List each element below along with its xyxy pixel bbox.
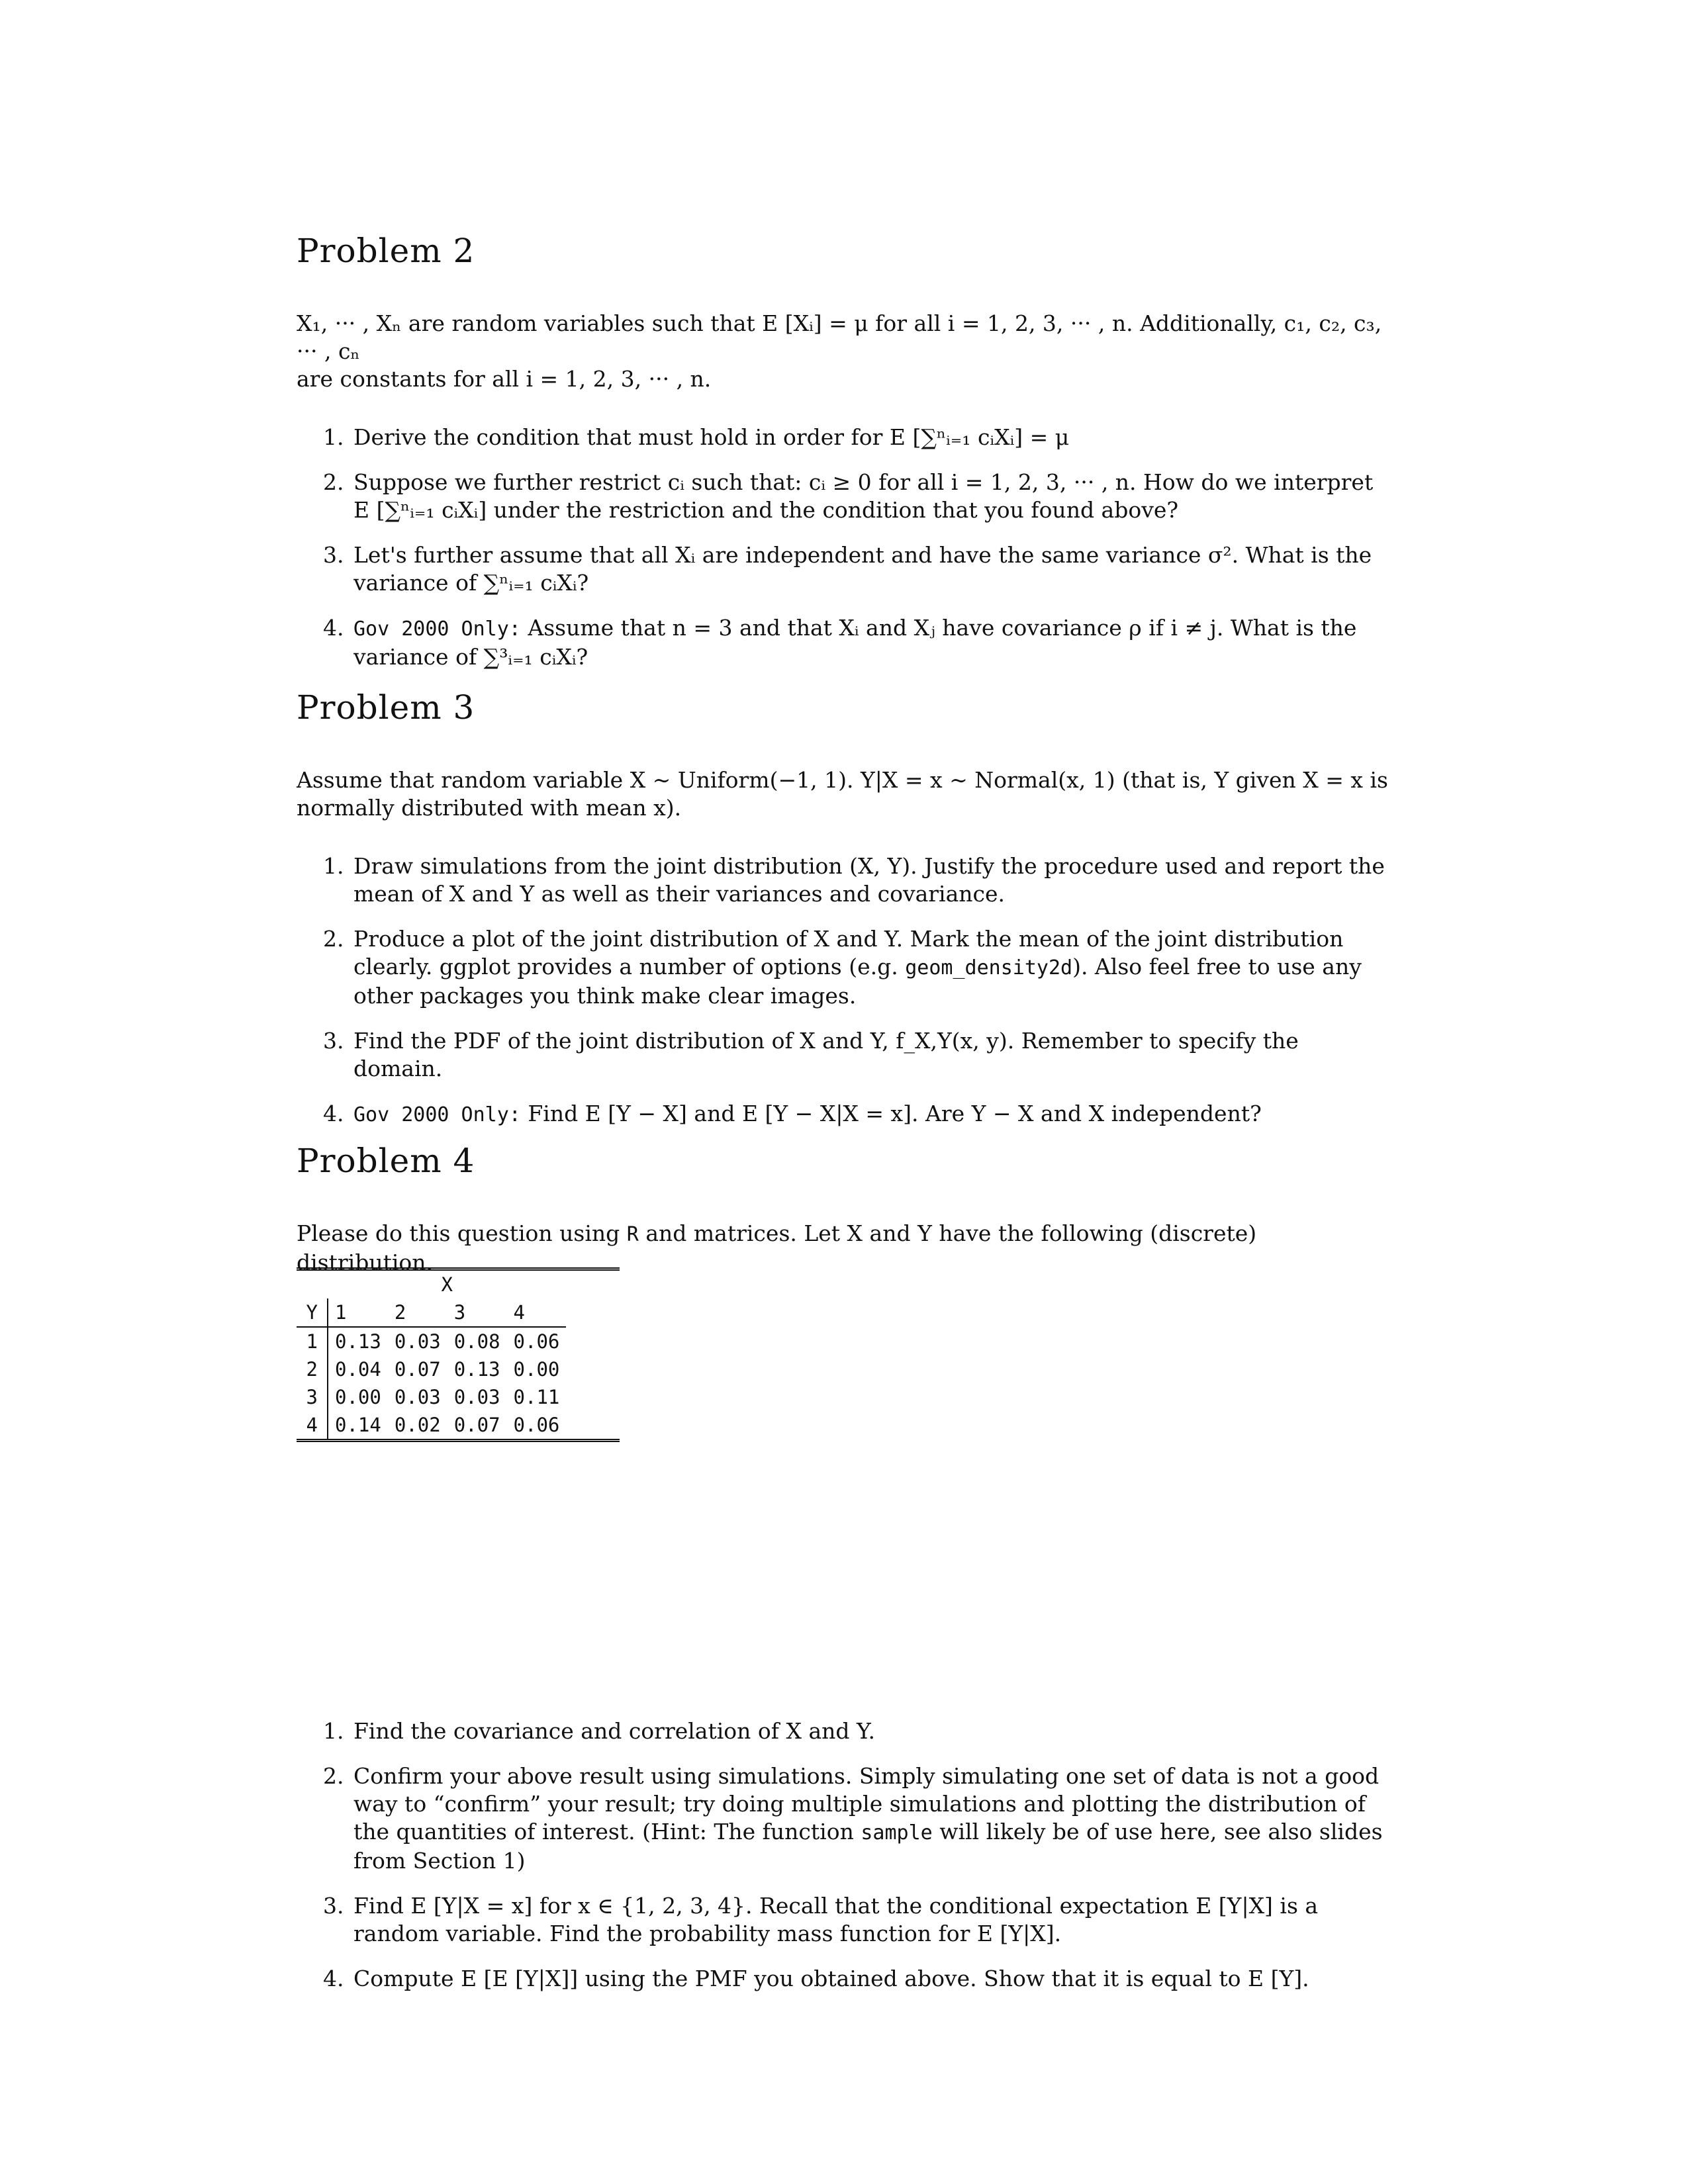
intro-text: and matrices. Let X and Y have the following (discrete) distribution.	[297, 1220, 1257, 1275]
item-text: will likely be of use here, see also slides from Section 1)	[353, 1819, 1383, 1874]
column-header: 2	[388, 1298, 447, 1327]
table-row	[297, 1383, 566, 1411]
row-variable-header: Y	[297, 1298, 328, 1327]
item-text: Confirm your above result using simulations. Simply simulating one set of data is not a good way to “confirm” your result; try doing multiple simulations and plotting the distribution of the quantities of interest. (Hint: The function	[353, 1763, 1380, 1844]
list-item	[297, 541, 1392, 597]
table-row	[297, 1411, 566, 1439]
problem-2-title: Problem 2	[297, 232, 475, 270]
row-header: 3	[297, 1383, 328, 1411]
item-number: 2.	[323, 926, 344, 952]
problem-3-section	[297, 688, 1392, 1146]
row-header: 4	[297, 1411, 328, 1439]
intro-text: Please do this question using	[297, 1220, 627, 1246]
item-text: Find E [Y|X = x] for x ∈ {1, 2, 3, 4}. Recall that the conditional expectation E [Y|X] is a random variable. Find the probability mass function for E [Y|X].	[353, 1893, 1319, 1946]
table-cell: 0.03	[394, 1386, 441, 1408]
item-text: Assume that n = 3 and that Xᵢ and Xⱼ have covariance ρ if i ≠ j. What is the variance of ∑³ᵢ₌₁ cᵢXᵢ?	[353, 615, 1357, 670]
item-text: Compute E [E [Y|X]] using the PMF you obtained above. Show that it is equal to E [Y].	[353, 1966, 1309, 1991]
item-text: Produce a plot of the joint distribution of X and Y. Mark the mean of the joint distribution clearly. ggplot provides a number of options (e.g.	[353, 926, 1344, 979]
item-number: 3.	[323, 1028, 344, 1054]
gov-2000-label: Gov 2000 Only:	[353, 1103, 521, 1126]
row-header: 2	[297, 1355, 328, 1383]
table-cell: 0.08	[453, 1330, 500, 1353]
table-cell: 0.11	[513, 1386, 560, 1408]
gov-2000-label: Gov 2000 Only:	[353, 617, 521, 641]
problem-3-intro: Assume that random variable X ∼ Uniform(−1, 1). Y|X = x ∼ Normal(x, 1) (that is, Y given X = x is normally distributed with mean x).	[297, 767, 1388, 821]
item-number: 1.	[323, 853, 344, 879]
table-cell: 0.06	[513, 1330, 560, 1353]
problem-3-list	[297, 852, 1392, 1129]
table-cell: 0.13	[453, 1358, 500, 1381]
item-text: Let's further assume that all Xᵢ are independent and have the same variance σ². What is the variance of ∑ⁿᵢ₌₁ cᵢXᵢ?	[353, 542, 1372, 596]
item-text: Find the PDF of the joint distribution of X and Y, f_X,Y(x, y). Remember to specify the domain.	[353, 1028, 1299, 1081]
table-cell: 0.06	[513, 1414, 560, 1436]
item-number: 2.	[323, 1763, 344, 1789]
column-header: 1	[328, 1298, 388, 1327]
table-cell: 0.14	[335, 1414, 381, 1436]
list-item	[297, 1717, 1392, 1745]
list-item	[297, 925, 1392, 1010]
list-item	[297, 1965, 1392, 1993]
table-cell: 0.02	[394, 1414, 441, 1436]
table-row	[297, 1355, 566, 1383]
problem-2-intro-line-1: X₁, ··· , Xₙ are random variables such that E [Xᵢ] = μ for all i = 1, 2, 3, ··· , n. Additionally, c₁, c₂, c₃, ··· , cₙ	[297, 310, 1382, 364]
table-cell: 0.13	[335, 1330, 381, 1353]
item-number: 3.	[323, 1893, 344, 1919]
table-cell: 0.03	[453, 1386, 500, 1408]
list-item	[297, 1762, 1392, 1875]
distribution-table	[297, 1271, 566, 1439]
code-snippet: sample	[861, 1821, 933, 1844]
problem-2-intro	[297, 310, 1392, 393]
distribution-table-wrap	[297, 1267, 620, 1442]
code-snippet: R	[626, 1223, 639, 1246]
item-number: 4.	[323, 1101, 344, 1126]
list-item	[297, 852, 1392, 908]
item-text: Suppose we further restrict cᵢ such that: cᵢ ≥ 0 for all i = 1, 2, 3, ··· , n. How do we interpret E [∑ⁿᵢ₌₁ cᵢXᵢ] under the restriction and the condition that you found above?	[353, 469, 1374, 523]
list-item	[297, 614, 1392, 671]
item-text: ). Also feel free to use any other packages you think make clear images.	[353, 954, 1362, 1009]
problem-2-section	[297, 232, 1392, 688]
problem-2-intro-line-2: are constants for all i = 1, 2, 3, ··· , n.	[297, 366, 712, 392]
table-cell: 0.04	[335, 1358, 381, 1381]
item-number: 4.	[323, 615, 344, 641]
list-item	[297, 424, 1392, 451]
item-text: Find the covariance and correlation of X and Y.	[353, 1718, 876, 1744]
table-cell: 0.03	[394, 1330, 441, 1353]
list-item	[297, 1892, 1392, 1948]
problem-4-title: Problem 4	[297, 1142, 475, 1180]
code-snippet: geom_density2d	[905, 956, 1073, 979]
problem-2-list	[297, 424, 1392, 671]
problem-4-list	[297, 1717, 1392, 2010]
item-number: 1.	[323, 1718, 344, 1744]
item-text: Draw simulations from the joint distribution (X, Y). Justify the procedure used and report the mean of X and Y as well as their variances and covariance.	[353, 853, 1385, 907]
column-header: 4	[507, 1298, 567, 1327]
item-number: 2.	[323, 469, 344, 495]
list-item	[297, 1100, 1392, 1129]
column-header: 3	[447, 1298, 507, 1327]
problem-4-section	[297, 1142, 1392, 1991]
table-bottom-rule	[297, 1439, 620, 1442]
list-item	[297, 1027, 1392, 1083]
item-number: 1.	[323, 424, 344, 450]
table-row	[297, 1327, 566, 1355]
list-item	[297, 469, 1392, 524]
item-text: Derive the condition that must hold in order for E [∑ⁿᵢ₌₁ cᵢXᵢ] = μ	[353, 424, 1070, 450]
problem-3-title: Problem 3	[297, 688, 475, 727]
item-text: Find E [Y − X] and E [Y − X|X = x]. Are Y − X and X independent?	[520, 1101, 1262, 1126]
table-cell: 0.07	[394, 1358, 441, 1381]
row-header: 1	[297, 1327, 328, 1355]
table-cell: 0.00	[513, 1358, 560, 1381]
table-corner	[297, 1271, 328, 1298]
column-variable-header: X	[441, 1273, 453, 1296]
item-number: 3.	[323, 542, 344, 568]
table-cell: 0.00	[335, 1386, 381, 1408]
item-number: 4.	[323, 1966, 344, 1991]
table-cell: 0.07	[453, 1414, 500, 1436]
